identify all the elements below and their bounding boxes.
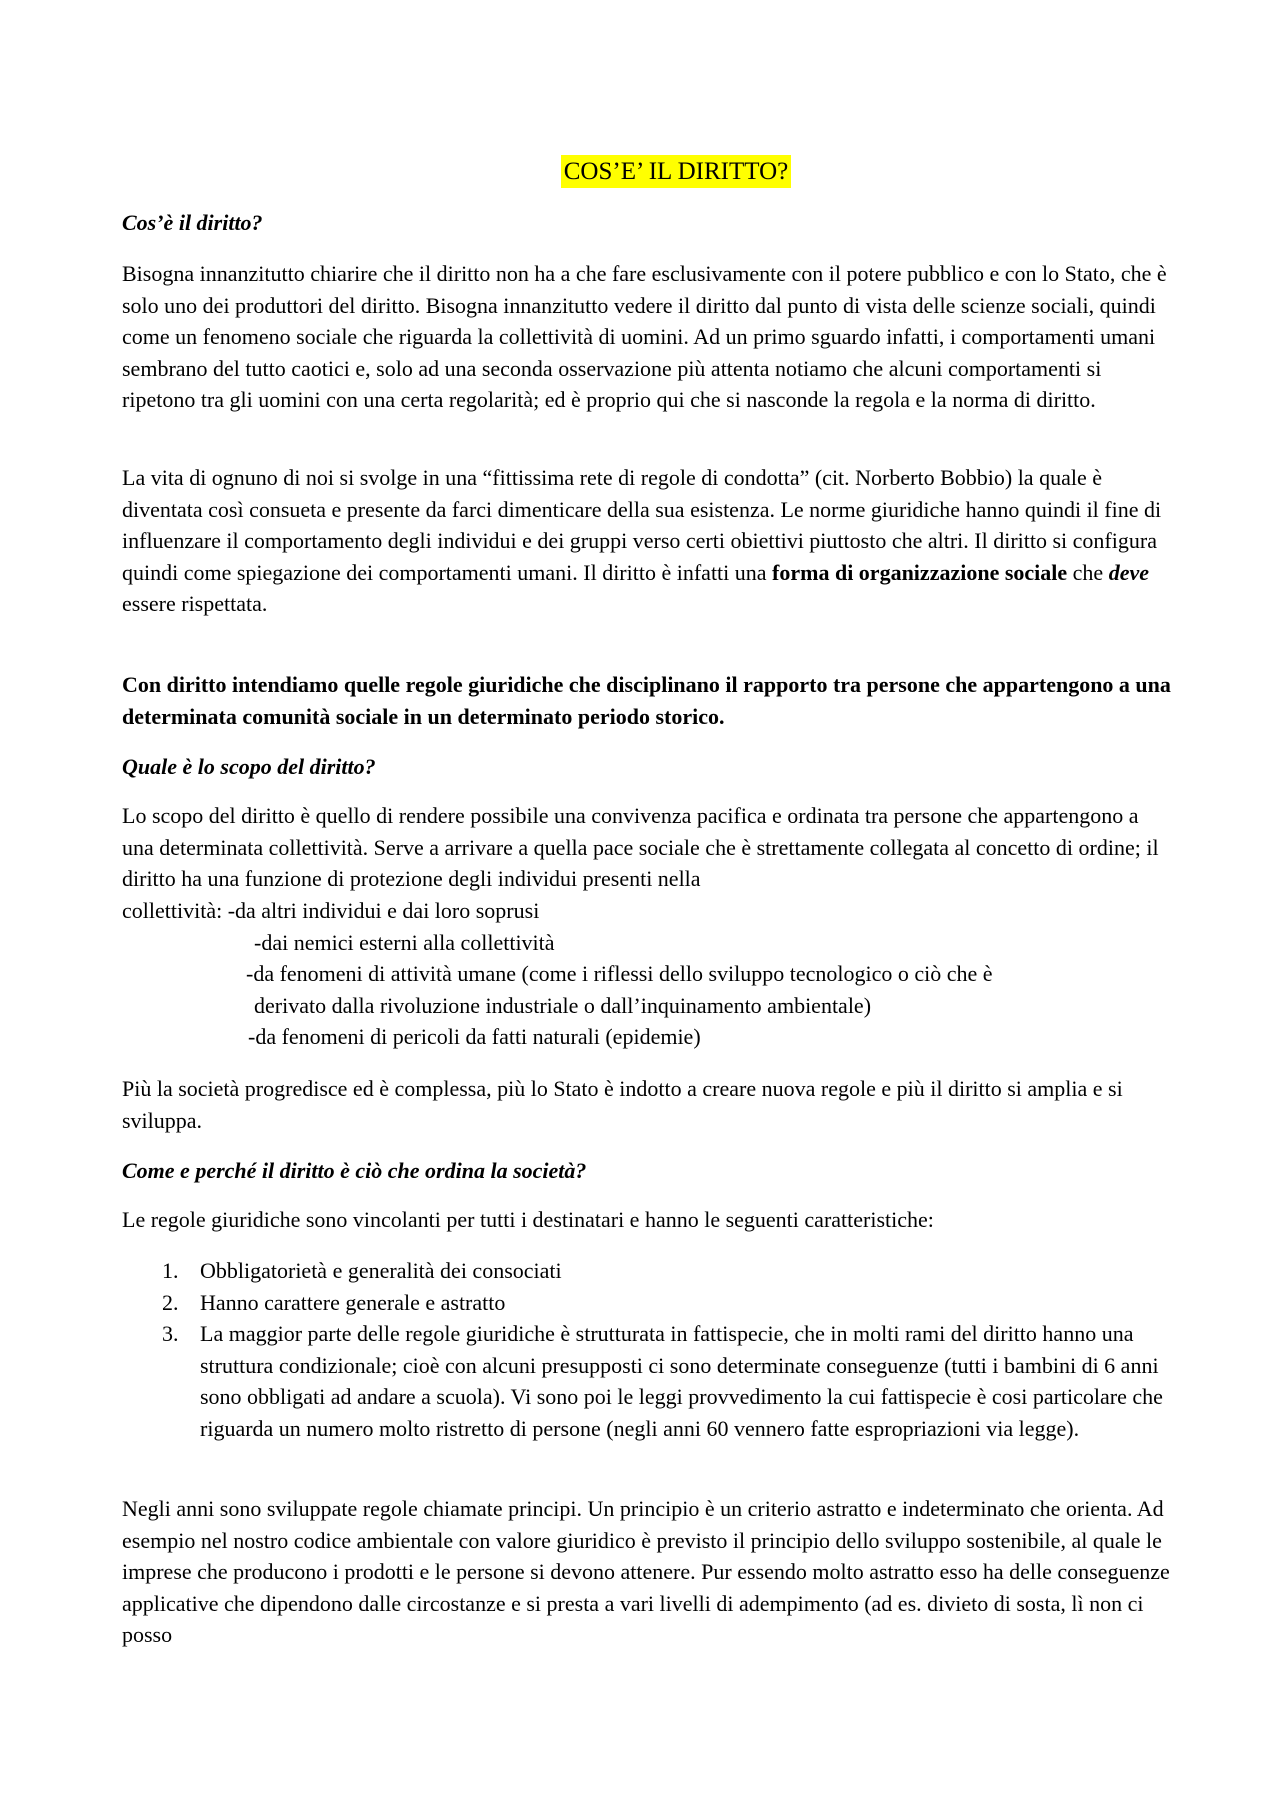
list-number: 2. [162,1289,179,1315]
bullet-line-3: derivato dalla rivoluzione industriale o dall’inquinamento ambientale) [254,993,872,1018]
paragraph-bobbio-emphasis: deve [1108,559,1149,585]
paragraph-societa: Più la società progredisce ed è complessa, più lo Stato è indotto a creare nuova regole e più il diritto si amplia e si sviluppa. [122,1076,1123,1133]
paragraph-bobbio-text-a: La vita di ognuno di noi si svolge in una “fittissima rete di regole di condotta” (cit. Norberto Bobbio) la quale è diventata così consueta e presente da farci dimenticare della sua esistenza. Le norme giuridiche hanno quindi il fine di influenzare il comportamento degli individui e dei gruppi verso certi obiettivi piuttosto che altri. Il diritto si configura quindi come spiegazione dei comportamenti umani. Il diritto è infatti una [122,465,1162,585]
paragraph-bobbio-text-b: che [1067,559,1109,585]
paragraph-bobbio [122,462,1172,620]
paragraph-intro: Bisogna innanzitutto chiarire che il diritto non ha a che fare esclusivamente con il potere pubblico e con lo Stato, che è solo uno dei produttori del diritto. Bisogna innanzitutto vedere il diritto dal punto di vista delle scienze sociali, quindi come un fenomeno sociale che riguarda la collettività di uomini. Ad un primo sguardo infatti, i comportamenti umani sembrano del tutto caotici e, solo ad una seconda osservazione più attenta notiamo che alcuni comportamenti si ripetono tra gli uomini con una certa regolarità; ed è proprio qui che si nasconde la regola e la norma di diritto. [122,261,1167,412]
list-text: Obbligatorietà e generalità dei consociati [200,1258,562,1283]
heading-come-e-perche: Come e perché il diritto è ciò che ordina la società? [122,1158,587,1183]
bullet-line-1: -dai nemici esterni alla collettività [254,930,555,955]
bullet-line-4: -da fenomeni di pericoli da fatti naturali (epidemie) [248,1024,701,1049]
document-title: COS’E’ IL DIRITTO? [561,155,792,188]
paragraph-definition: Con diritto intendiamo quelle regole giuridiche che disciplinano il rapporto tra persone che appartengono a una determinata comunità sociale in un determinato periodo storico. [122,672,1171,729]
list-item [122,1255,1172,1287]
list-item [122,1318,1172,1444]
paragraph-regole: Le regole giuridiche sono vincolanti per tutti i destinatari e hanno le seguenti caratteristiche: [122,1207,934,1232]
characteristics-list [122,1255,1172,1444]
title-container [122,155,1172,188]
list-number: 3. [162,1321,179,1346]
bullet-line-2: -da fenomeni di attività umane (come i riflessi dello sviluppo tecnologico o ciò che è [246,961,993,986]
list-number: 1. [162,1258,179,1283]
paragraph-bobbio-bold: forma di organizzazione sociale [772,559,1068,585]
list-text: La maggior parte delle regole giuridiche è strutturata in fattispecie, che in molti rami del diritto hanno una struttura condizionale; cioè con alcuni presupposti ci sono determinate conseguenze (tutti i bambini di 6 anni sono obbligati ad andare a scuola). Vi sono poi le leggi provvedimento la cui fattispecie è cosi particolare che riguarda un numero molto ristretto di persone (negli anni 60 vennero fatte espropriazioni via legge). [200,1321,1163,1441]
heading-scopo-del-diritto: Quale è lo scopo del diritto? [122,754,376,779]
paragraph-bobbio-text-c: essere rispettata. [122,591,268,616]
list-text: Hanno carattere generale e astratto [200,1289,506,1315]
heading-cos-e-il-diritto: Cos’è il diritto? [122,210,263,235]
paragraph-scopo: Lo scopo del diritto è quello di rendere possibile una convivenza pacifica e ordinata tra persone che appartengono a una determinata collettività. Serve a arrivare a quella pace sociale che è strettamente collegata al concetto di ordine; il diritto ha una funzione di protezione degli individui presenti nella [122,803,1159,891]
list-item [122,1287,1172,1319]
paragraph-scopo-last-line: collettività: -da altri individui e dai loro soprusi [122,898,540,923]
paragraph-principi: Negli anni sono sviluppate regole chiamate principi. Un principio è un criterio astratto e indeterminato che orienta. Ad esempio nel nostro codice ambientale con valore giuridico è previsto il principio dello sviluppo sostenibile, al quale le imprese che producono i prodotti e le persone si devono attenere. Pur essendo molto astratto esso ha delle conseguenze applicative che dipendono dalle circostanze e si presta a vari livelli di adempimento (ad es. divieto di sosta, lì non ci posso [122,1496,1170,1647]
